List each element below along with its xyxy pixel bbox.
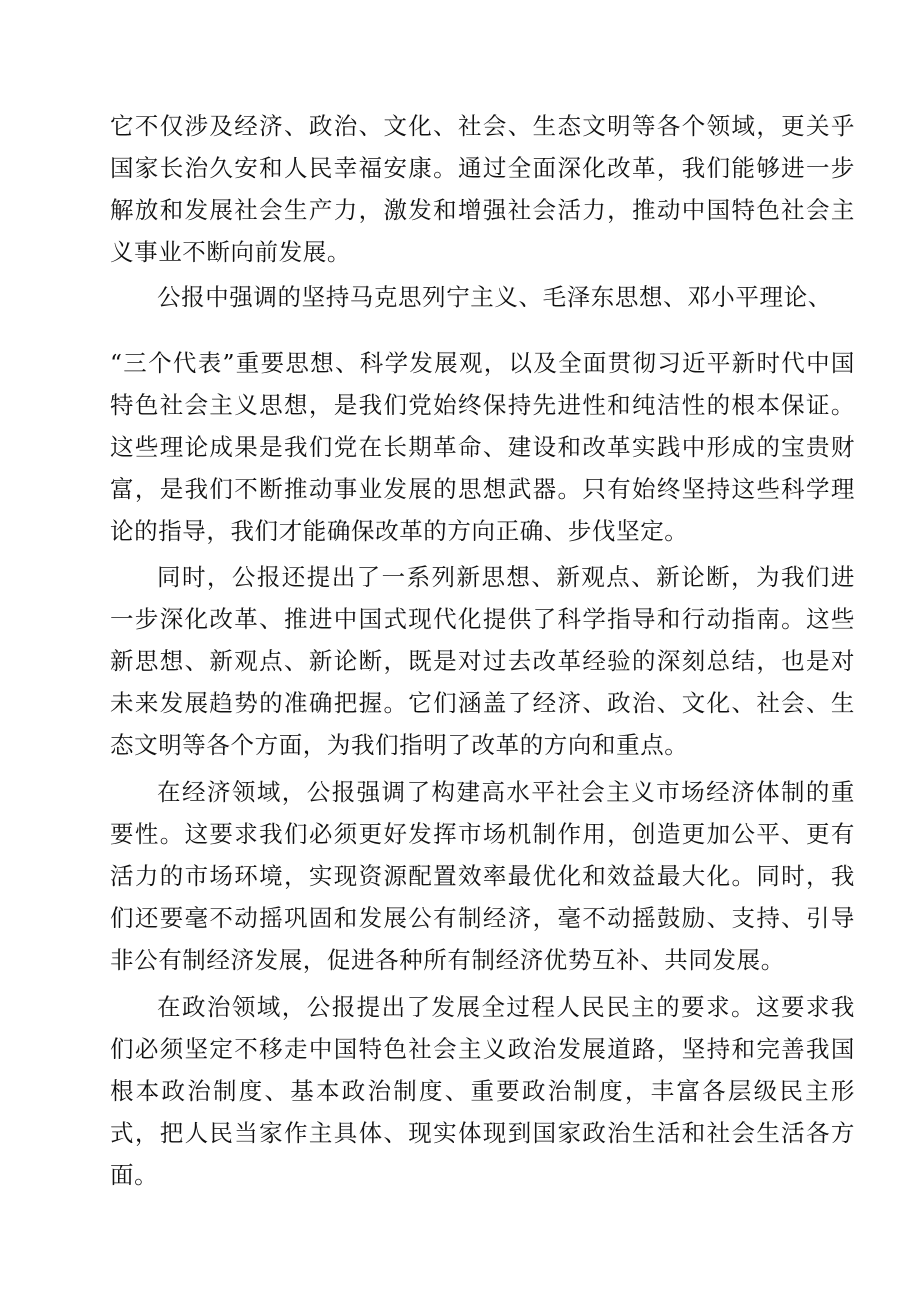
paragraph-new-ideas: 同时，公报还提出了一系列新思想、新观点、新论断，为我们进一步深化改革、推进中国式现代化提供了科学指导和行动指南。这些新思想、新观点、新论断，既是对过去改革经验的深刻总结，也是对未来发展趋势的准确把握。它们涵盖了经济、政治、文化、社会、生态文明等各个方面，为我们指明了改革的方向和重点。 xyxy=(110,563,855,759)
paragraph-economy: 在经济领域，公报强调了构建高水平社会主义市场经济体制的重要性。这要求我们必须更好发挥市场机制作用，创造更加公平、更有活力的市场环境，实现资源配置效率最优化和效益最大化。同时，我们还要毫不动摇巩固和发展公有制经济，毫不动摇鼓励、支持、引导非公有制经济发展，促进各种所有制经济优势互补、共同发展。 xyxy=(110,778,855,974)
paragraph-politics: 在政治领域，公报提出了发展全过程人民民主的要求。这要求我们必须坚定不移走中国特色社会主义政治发展道路，坚持和完善我国根本政治制度、基本政治制度、重要政治制度，丰富各层级民主形式，把人民当家作主具体、现实体现到国家政治生活和社会生活各方面。 xyxy=(110,993,855,1189)
paragraph-theory-body: “三个代表”重要思想、科学发展观，以及全面贯彻习近平新时代中国特色社会主义思想，是我们党始终保持先进性和纯洁性的根本保证。这些理论成果是我们党在长期革命、建设和改革实践中形成的宝贵财富，是我们不断推动事业发展的思想武器。只有始终坚持这些科学理论的指导，我们才能确保改革的方向正确、步伐坚定。 xyxy=(110,349,855,545)
paragraph-continuation: 它不仅涉及经济、政治、文化、社会、生态文明等各个领域，更关乎国家长治久安和人民幸福安康。通过全面深化改革，我们能够进一步解放和发展社会生产力，激发和增强社会活力，推动中国特色社会主义事业不断向前发展。 xyxy=(110,112,855,266)
paragraph-theory-intro: 公报中强调的坚持马克思列宁主义、毛泽东思想、邓小平理论、 xyxy=(157,283,832,311)
